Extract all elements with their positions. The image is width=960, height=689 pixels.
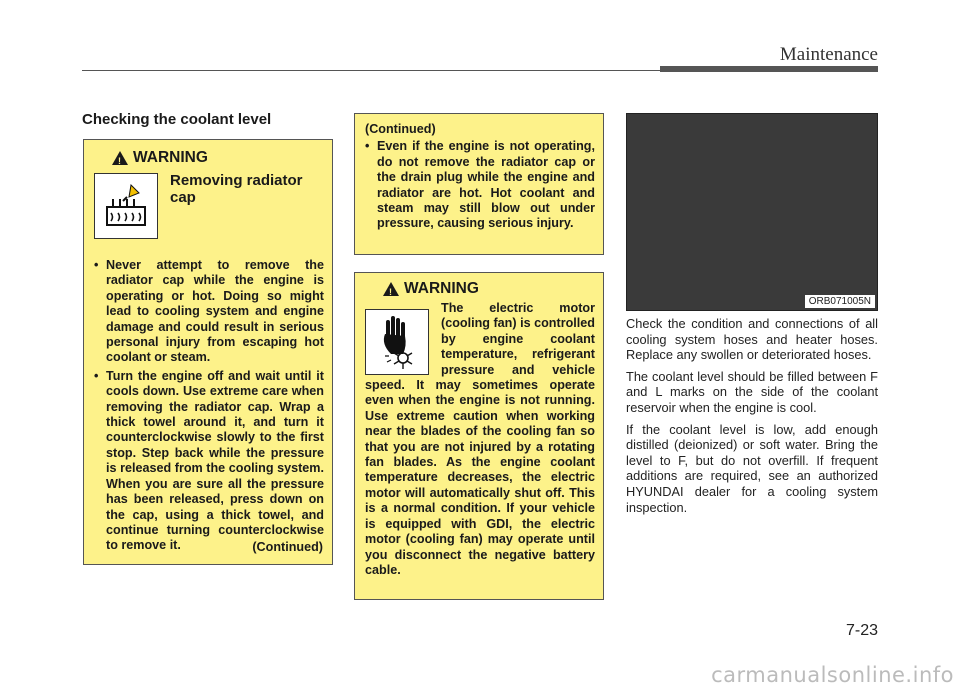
warning-list	[365, 139, 595, 231]
list-item: • Even if the engine is not operating, do not remove the radiator cap or the drain plug while the engine and radiator are hot. Hot coolant and steam may still blow out under pressure, causing serious injury.	[365, 139, 595, 231]
paragraph: Check the condition and connections of all cooling system hoses and heater hoses. Replace any swollen or deteriorated hoses.	[626, 316, 878, 363]
section-title: Maintenance	[779, 44, 878, 65]
warning-box-continued	[354, 113, 604, 255]
list-item: • Turn the engine off and wait until it cools down. Use extreme care when removing the radiator cap. Wrap a thick towel around it, and turn it counterclockwise slowly to the first stop. Step back while the pressure is released from the cooling system. When you are sure all the pressure has been released, press down on the cap, using a thick towel, and continue turning counterclockwise to remove it.	[94, 369, 324, 554]
warning-triangle-icon	[112, 151, 128, 165]
warning-box-radiator-cap	[83, 139, 333, 565]
continued-label: (Continued)	[252, 540, 323, 554]
warning-text	[365, 301, 595, 578]
radiator-steam-icon	[94, 173, 158, 239]
list-item: • Never attempt to remove the radiator cap while the engine is operating or hot. Doing so might lead to cooling system and engine damage and could result in serious personal injury from escaping hot coolant or steam.	[94, 258, 324, 366]
body-text	[626, 316, 878, 521]
warning-box-cooling-fan	[354, 272, 604, 600]
warning-header	[112, 150, 324, 165]
warning-header	[383, 281, 595, 296]
paragraph: The coolant level should be filled between F and L marks on the side of the coolant reservoir when the engine is cool.	[626, 368, 878, 415]
paragraph: If the coolant level is low, add enough distilled (deionized) or soft water. Bring the level to F, but do not overfill. If frequent additions are required, see an authorized HYUNDAI dealer for a cooling system inspection.	[626, 421, 878, 515]
warning-text-body: The electric motor (cooling fan) is controlled by engine coolant temperature, refrigerant pressure and vehicle speed. It may sometimes operate even when the engine is not running. Use extreme caution when working near the blades of the cooling fan so that you are not injured by a rotating fan blades. As the engine coolant temperature decreases, the electric motor will automatically shut off. This is a normal condition. If your vehicle is equipped with GDI, the electric motor (cooling fan) may operate until you disconnect the negative battery cable.	[365, 301, 595, 577]
warning-label: WARNING	[404, 280, 479, 297]
page-number: 7-23	[845, 622, 878, 639]
coolant-reservoir-photo	[626, 113, 878, 311]
photo-code: ORB071005N	[805, 295, 875, 308]
watermark: carmanualsonline.info	[711, 663, 954, 687]
section-heading: Checking the coolant level	[82, 111, 272, 128]
warning-subtitle: Removing radiator cap	[170, 172, 303, 206]
header-rule-thin	[82, 70, 660, 71]
warning-label: WARNING	[133, 149, 208, 166]
continued-heading: (Continued)	[365, 122, 436, 136]
header-rule-thick	[660, 66, 878, 72]
warning-triangle-icon	[383, 282, 399, 296]
warning-list	[94, 258, 324, 557]
